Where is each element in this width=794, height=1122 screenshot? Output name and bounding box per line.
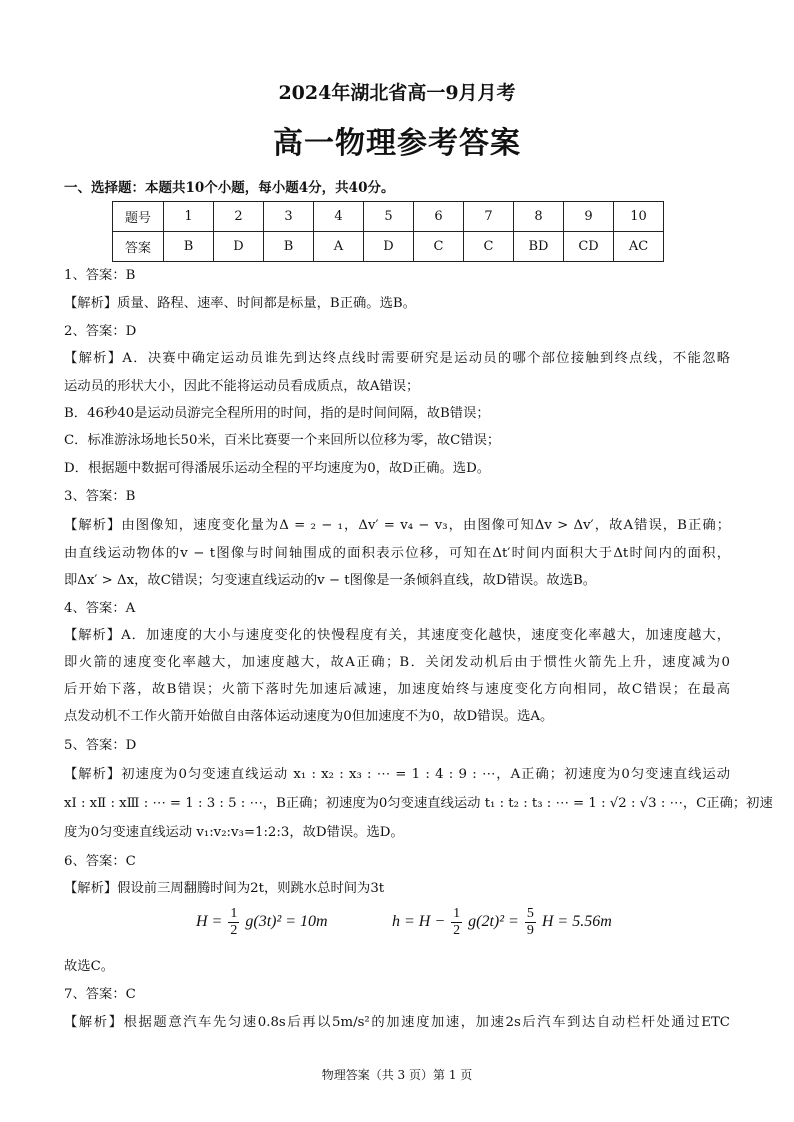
explanation-line: C．标准游泳场地长50米，百米比赛要一个来回所以位移为零，故C错误； (64, 433, 501, 448)
explanation-line: 故选C。 (64, 959, 115, 974)
explanation-line: 点发动机不工作火箭开始做自由落体运动速度为0但加速度不为0，故D错误。选A。 (64, 709, 554, 724)
answer-line: 2、答案：D (64, 324, 137, 339)
table-cell: CD (564, 232, 614, 262)
fraction-numerator: 5 (526, 906, 534, 921)
table-cell: 1 (164, 202, 214, 232)
explanation-line: 【解析】由图像知，速度变化量为Δ = ₂ − ₁，Δv′ = v₄ − v₃，由图像可知Δv > Δv′，故A错误，B正确； (64, 518, 730, 533)
explanation-line: 【解析】A．决赛中确定运动员谁先到达终点线时需要研究是运动员的哪个部位接触到终点线，不能忽略 (64, 351, 730, 366)
fraction (228, 906, 239, 939)
row-label-answer: 答案 (113, 232, 164, 262)
row-label-number: 题号 (113, 202, 164, 232)
formula-text: g(2t)² = (468, 913, 519, 931)
answer-line: 6、答案：C (64, 854, 136, 869)
table-cell: D (364, 232, 414, 262)
explanation-line: 【解析】假设前三周翻腾时间为2t，则跳水总时间为3t (64, 881, 385, 896)
document-title: 高一物理参考答案 (273, 126, 521, 161)
table-cell: 2 (214, 202, 264, 232)
exam-title: 2024年湖北省高一9月月考 (278, 82, 516, 104)
explanation-line: 【解析】质量、路程、速率、时间都是标量，B正确。选B。 (64, 296, 416, 311)
formula-total-height (196, 906, 328, 939)
fraction (451, 906, 462, 939)
formula-text: h = H − (392, 913, 446, 931)
fraction-denominator: 2 (453, 923, 461, 938)
table-cell: 5 (364, 202, 414, 232)
explanation-line: 由直线运动物体的v − t图像与时间轴围成的面积表示位移，可知在Δt′时间内面积大于Δt时间内的面积， (64, 546, 730, 561)
formula-text: H = (196, 913, 223, 931)
table-cell: 10 (614, 202, 664, 232)
formula-height-h (392, 906, 612, 939)
answer-line: 4、答案：A (64, 601, 136, 616)
table-cell: 3 (264, 202, 314, 232)
answer-line: 1、答案：B (64, 268, 136, 283)
table-cell: A (314, 232, 364, 262)
fraction-denominator: 9 (526, 923, 534, 938)
explanation-line: 【解析】A．加速度的大小与速度变化的快慢程度有关，其速度变化越快，速度变化率越大，加速度越大， (64, 628, 730, 643)
table-cell: C (464, 232, 514, 262)
table-cell: 8 (514, 202, 564, 232)
table-cell: 7 (464, 202, 514, 232)
explanation-line: B．46秒40是运动员游完全程所用的时间，指的是时间间隔，故B错误； (64, 406, 490, 421)
table-cell: B (164, 232, 214, 262)
fraction-denominator: 2 (230, 923, 238, 938)
fraction (525, 906, 536, 939)
explanation-line: 即Δx′ > Δx，故C错误；匀变速直线运动的v − t图像是一条倾斜直线，故D错误。故选B。 (64, 573, 597, 588)
table-cell: AC (614, 232, 664, 262)
explanation-line: 度为0匀变速直线运动 v₁:v₂:v₃=1:2:3，故D错误。选D。 (64, 825, 404, 840)
explanation-line: 后开始下落，故B错误；火箭下落时先加速后减速，加速度始终与速度变化方向相同，故C错误；在最高 (64, 682, 730, 697)
explanation-line: 【解析】根据题意汽车先匀速0.8s后再以5m/s²的加速度加速，加速2s后汽车到达自动栏杆处通过ETC (64, 1015, 730, 1030)
explanation-line: 即火箭的速度变化率越大，加速度越大，故A正确；B．关闭发动机后由于惯性火箭先上升，速度减为0 (64, 655, 730, 670)
answer-line: 7、答案：C (64, 987, 136, 1002)
explanation-line: 运动员的形状大小，因此不能将运动员看成质点，故A错误； (64, 379, 420, 394)
table-cell: 6 (414, 202, 464, 232)
page-footer: 物理答案（共 3 页）第 1 页 (321, 1068, 473, 1082)
explanation-line: D．根据题中数据可得潘展乐运动全程的平均速度为0，故D正确。选D。 (64, 461, 491, 476)
fraction-numerator: 1 (453, 906, 461, 921)
table-row-answers (113, 232, 664, 262)
answer-line: 3、答案：B (64, 489, 136, 504)
answer-table (112, 201, 664, 262)
table-cell: C (414, 232, 464, 262)
section-heading: 一、选择题：本题共10个小题，每小题4分，共40分。 (64, 180, 395, 196)
table-row-numbers (113, 202, 664, 232)
formula-text: g(3t)² = 10m (245, 913, 328, 931)
explanation-line: xⅠ : xⅡ : xⅢ : ⋯ = 1 : 3 : 5 : ⋯，B正确；初速度为0匀变速直线运动 t₁ : t₂ : t₃ : ⋯ = 1 : √2 : √3 : ⋯，C正确；初速 (64, 796, 773, 811)
fraction-numerator: 1 (230, 906, 238, 921)
table-cell: BD (514, 232, 564, 262)
table-cell: B (264, 232, 314, 262)
answer-line: 5、答案：D (64, 738, 137, 753)
formula-text: H = 5.56m (541, 913, 612, 931)
table-cell: D (214, 232, 264, 262)
explanation-line: 【解析】初速度为0匀变速直线运动 x₁ : x₂ : x₃ : ⋯ = 1 : 4 : 9 : ⋯，A正确；初速度为0匀变速直线运动 (64, 767, 730, 782)
table-cell: 9 (564, 202, 614, 232)
table-cell: 4 (314, 202, 364, 232)
